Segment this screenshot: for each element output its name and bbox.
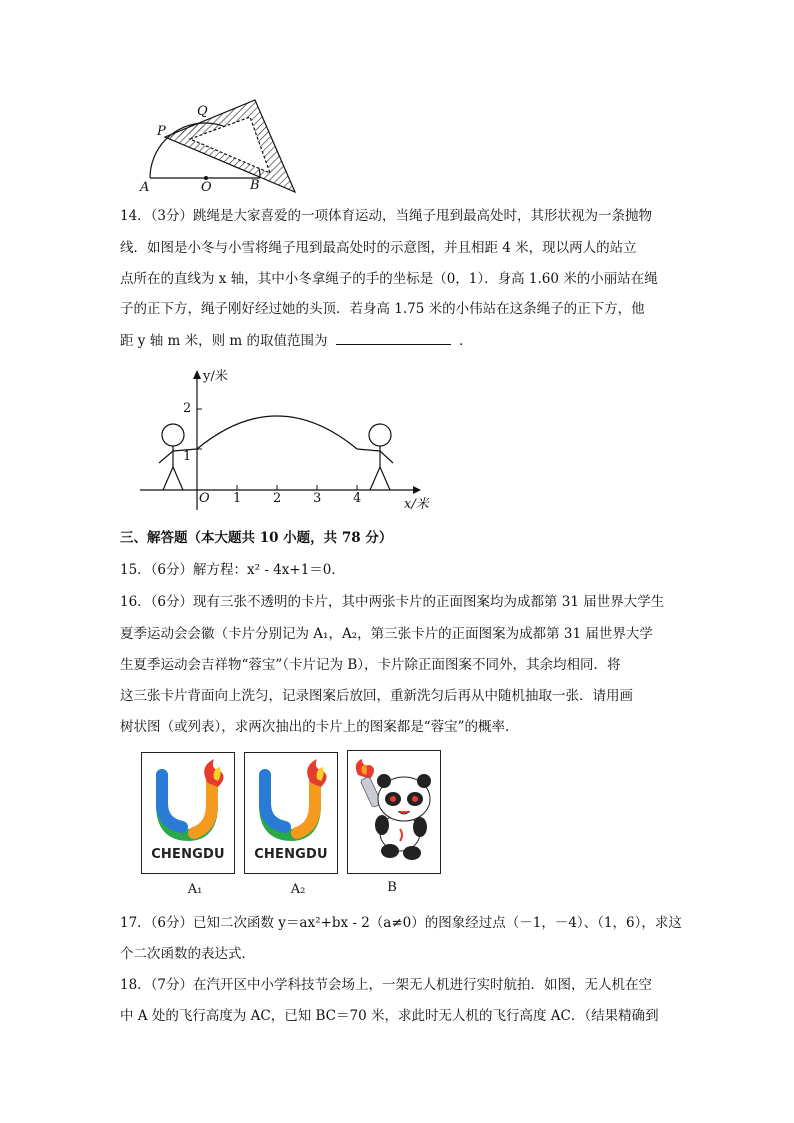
q17-line-1: 17．（6分）已知二次函数 y＝ax²+bx - 2（a≠0）的图象经过点（－1，－4）、（1，6），求这 xyxy=(120,915,682,931)
q14-line-4: 子的正下方，绳子刚好经过她的头顶．若身高 1.75 米的小伟站在这条绳子的正下方，他 xyxy=(120,301,645,317)
q18-line-2: 中 A 处的飞行高度为 AC，已知 BC＝70 米，求此时无人机的飞行高度 AC．（结果精确到 xyxy=(120,1008,659,1024)
q14-x-tick-3: 3 xyxy=(313,491,322,506)
q14-line-1: 14．（3分）跳绳是大家喜爱的一项体育运动，当绳子甩到最高处时，其形状视为一条抛物 xyxy=(120,208,653,224)
section-3-title: 三、解答题（本大题共 10 小题，共 78 分） xyxy=(120,530,393,546)
card-a2-label: A₂ xyxy=(290,882,306,897)
q15-text: 15．（6分）解方程：x² - 4x+1＝0． xyxy=(120,562,345,578)
fig13-label-O: O xyxy=(201,180,212,195)
card-a2 xyxy=(244,752,338,874)
card-a1 xyxy=(141,752,235,874)
q16-line-5: 树状图（或列表），求两次抽出的卡片上的图案都是“蓉宝”的概率． xyxy=(120,719,519,735)
q16-line-3: 生夏季运动会吉祥物“蓉宝”（卡片记为 B），卡片除正面图案不同外，其余均相同．将 xyxy=(120,657,621,673)
card-a2-logo-text: CHENGDU xyxy=(254,847,328,862)
q14-y-axis-label: y/米 xyxy=(203,369,228,384)
q14-line-3: 点所在的直线为 x 轴，其中小冬拿绳子的手的坐标是（0，1）．身高 1.60 米的小丽站在绳 xyxy=(120,271,658,287)
panda-mascot-icon xyxy=(348,753,440,871)
fig13-label-B: B xyxy=(250,178,260,193)
q14-x-axis-label: x/米 xyxy=(404,497,429,512)
q14-x-tick-2: 2 xyxy=(273,491,282,506)
q14-line-5-text: 距 y 轴 m 米，则 m 的取值范围为 xyxy=(120,333,328,349)
q17-line-2: 个二次函数的表达式． xyxy=(120,946,255,962)
q16-line-2: 夏季运动会会徽（卡片分别记为 A₁，A₂，第三张卡片的正面图案为成都第 31 届世界大学 xyxy=(120,626,653,642)
answer-blank[interactable] xyxy=(336,330,451,345)
card-a1-logo-text: CHENGDU xyxy=(151,847,225,862)
card-a1-label: A₁ xyxy=(187,882,203,897)
q14-line-5-end: ． xyxy=(459,333,473,349)
universiade-logo-icon xyxy=(245,757,337,847)
fig13-label-Q: Q xyxy=(197,104,208,119)
q14-origin-label: O xyxy=(199,491,210,506)
q14-x-tick-1: 1 xyxy=(233,491,242,506)
universiade-logo-icon xyxy=(142,757,234,847)
card-b xyxy=(347,750,441,874)
q14-line-2: 线．如图是小冬与小雪将绳子甩到最高处时的示意图，并且相距 4 米，现以两人的站立 xyxy=(120,240,637,256)
q16-line-1: 16．（6分）现有三张不透明的卡片，其中两张卡片的正面图案均为成都第 31 届世界大学生 xyxy=(120,594,665,610)
q14-line-5 xyxy=(120,330,473,351)
q14-y-tick-1: 1 xyxy=(183,449,192,464)
card-b-label: B xyxy=(387,880,397,895)
figure-q13 xyxy=(135,95,305,195)
figure-q14-graph xyxy=(135,365,435,515)
fig13-label-A: A xyxy=(140,180,150,195)
q14-y-tick-2: 2 xyxy=(183,401,192,416)
q14-x-tick-4: 4 xyxy=(353,491,362,506)
q18-line-1: 18．（7分）在汽开区中小学科技节会场上，一架无人机进行实时航拍．如图，无人机在空 xyxy=(120,977,653,993)
q16-line-4: 这三张卡片背面向上洗匀，记录图案后放回，重新洗匀后再从中随机抽取一张．请用画 xyxy=(120,688,633,704)
fig13-label-P: P xyxy=(157,124,166,139)
